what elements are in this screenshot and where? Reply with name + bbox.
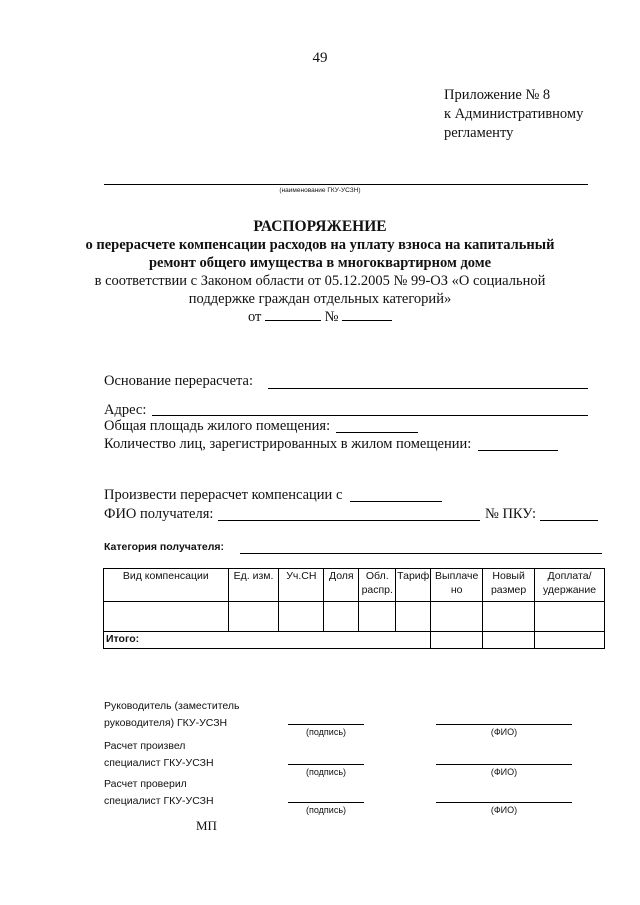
organization-caption: (наименование ГКУ-УСЗН) [279, 187, 361, 194]
table-cell[interactable] [324, 602, 359, 632]
table-cell[interactable] [535, 602, 605, 632]
head-line-2: руководителя) ГКУ-УСЗН [104, 717, 228, 729]
basis-field[interactable] [268, 388, 588, 389]
calc-signature-line[interactable] [288, 764, 364, 765]
table-cell[interactable] [483, 632, 535, 649]
sign-caption: (подпись) [305, 727, 347, 737]
persons-label: Количество лиц, зарегистрированных в жилом помещении: [104, 436, 472, 452]
date-number-line [0, 308, 640, 326]
table-total-row [104, 632, 605, 649]
basis-line-2: поддержке граждан отдельных категорий» [188, 291, 452, 307]
signature-checker [104, 776, 214, 810]
sign-caption: (подпись) [305, 767, 347, 777]
area-label: Общая площадь жилого помещения: [104, 418, 331, 434]
category-label: Категория получателя: [104, 541, 224, 553]
table-header: Новый размер [483, 569, 535, 602]
document-title: РАСПОРЯЖЕНИЕ [253, 218, 387, 235]
table-header: Ед. изм. [228, 569, 279, 602]
total-label: Итого: [104, 632, 431, 649]
table-cell[interactable] [104, 602, 229, 632]
subject-line-2: ремонт общего имущества в многоквартирном доме [148, 255, 492, 271]
organization-line[interactable] [104, 184, 588, 185]
basis-label: Основание перерасчета: [104, 373, 254, 389]
address-label: Адрес: [104, 402, 147, 418]
page-number: 49 [312, 50, 328, 66]
name-caption: (ФИО) [490, 805, 518, 815]
signature-head [104, 698, 239, 732]
recalc-from-field[interactable] [350, 501, 442, 502]
check-name-line[interactable] [436, 802, 572, 803]
calc-line-2: специалист ГКУ-УСЗН [104, 757, 214, 769]
category-field[interactable] [240, 553, 602, 554]
table-cell[interactable] [279, 602, 324, 632]
compensation-table [103, 568, 605, 649]
calc-line-1: Расчет произвел [104, 740, 186, 752]
persons-field[interactable] [478, 450, 558, 451]
sign-caption: (подпись) [305, 805, 347, 815]
seal-label: МП [196, 818, 217, 833]
table-header-row [104, 569, 605, 602]
table-header: Выплаче но [431, 569, 483, 602]
number-field[interactable] [342, 308, 392, 321]
basis-line-1: в соответствии с Законом области от 05.12.2005 № 99-ОЗ «О социальной [94, 273, 546, 289]
table-header: Доплата/ удержание [535, 569, 605, 602]
table-cell[interactable] [431, 632, 483, 649]
name-caption: (ФИО) [490, 727, 518, 737]
table-cell[interactable] [396, 602, 431, 632]
head-name-line[interactable] [436, 724, 572, 725]
appendix-line-1: Приложение № 8 [444, 87, 551, 103]
table-header: Обл. распр. [359, 569, 396, 602]
table-header: Тариф [396, 569, 431, 602]
date-field[interactable] [265, 308, 321, 321]
table-header: Уч.СН [279, 569, 324, 602]
recipient-field[interactable] [218, 520, 480, 521]
check-line-2: специалист ГКУ-УСЗН [104, 795, 214, 807]
check-line-1: Расчет проверил [104, 778, 187, 790]
name-caption: (ФИО) [490, 767, 518, 777]
check-signature-line[interactable] [288, 802, 364, 803]
table-cell[interactable] [228, 602, 279, 632]
date-prefix: от [247, 309, 262, 325]
table-header: Доля [324, 569, 359, 602]
table-row [104, 602, 605, 632]
appendix-line-2: к Административному [444, 106, 584, 122]
calc-name-line[interactable] [436, 764, 572, 765]
number-prefix: № [324, 309, 339, 325]
document-subject [0, 236, 640, 272]
table-header: Вид компенсации [104, 569, 229, 602]
address-field[interactable] [152, 415, 588, 416]
recipient-label: ФИО получателя: [104, 506, 214, 522]
table-cell[interactable] [359, 602, 396, 632]
head-line-1: Руководитель (заместитель [104, 700, 240, 712]
recalc-from-label: Произвести перерасчет компенсации с [104, 487, 343, 503]
table-cell[interactable] [535, 632, 605, 649]
area-field[interactable] [336, 432, 418, 433]
appendix-line-3: регламенту [444, 125, 514, 141]
head-signature-line[interactable] [288, 724, 364, 725]
table-cell[interactable] [431, 602, 483, 632]
pku-field[interactable] [540, 520, 598, 521]
table-cell[interactable] [483, 602, 535, 632]
signature-calculator [104, 738, 214, 772]
subject-line-1: о перерасчете компенсации расходов на уплату взноса на капитальный [85, 237, 555, 253]
legal-basis [0, 272, 640, 308]
pku-label: № ПКУ: [485, 506, 537, 522]
appendix-header [444, 86, 583, 143]
